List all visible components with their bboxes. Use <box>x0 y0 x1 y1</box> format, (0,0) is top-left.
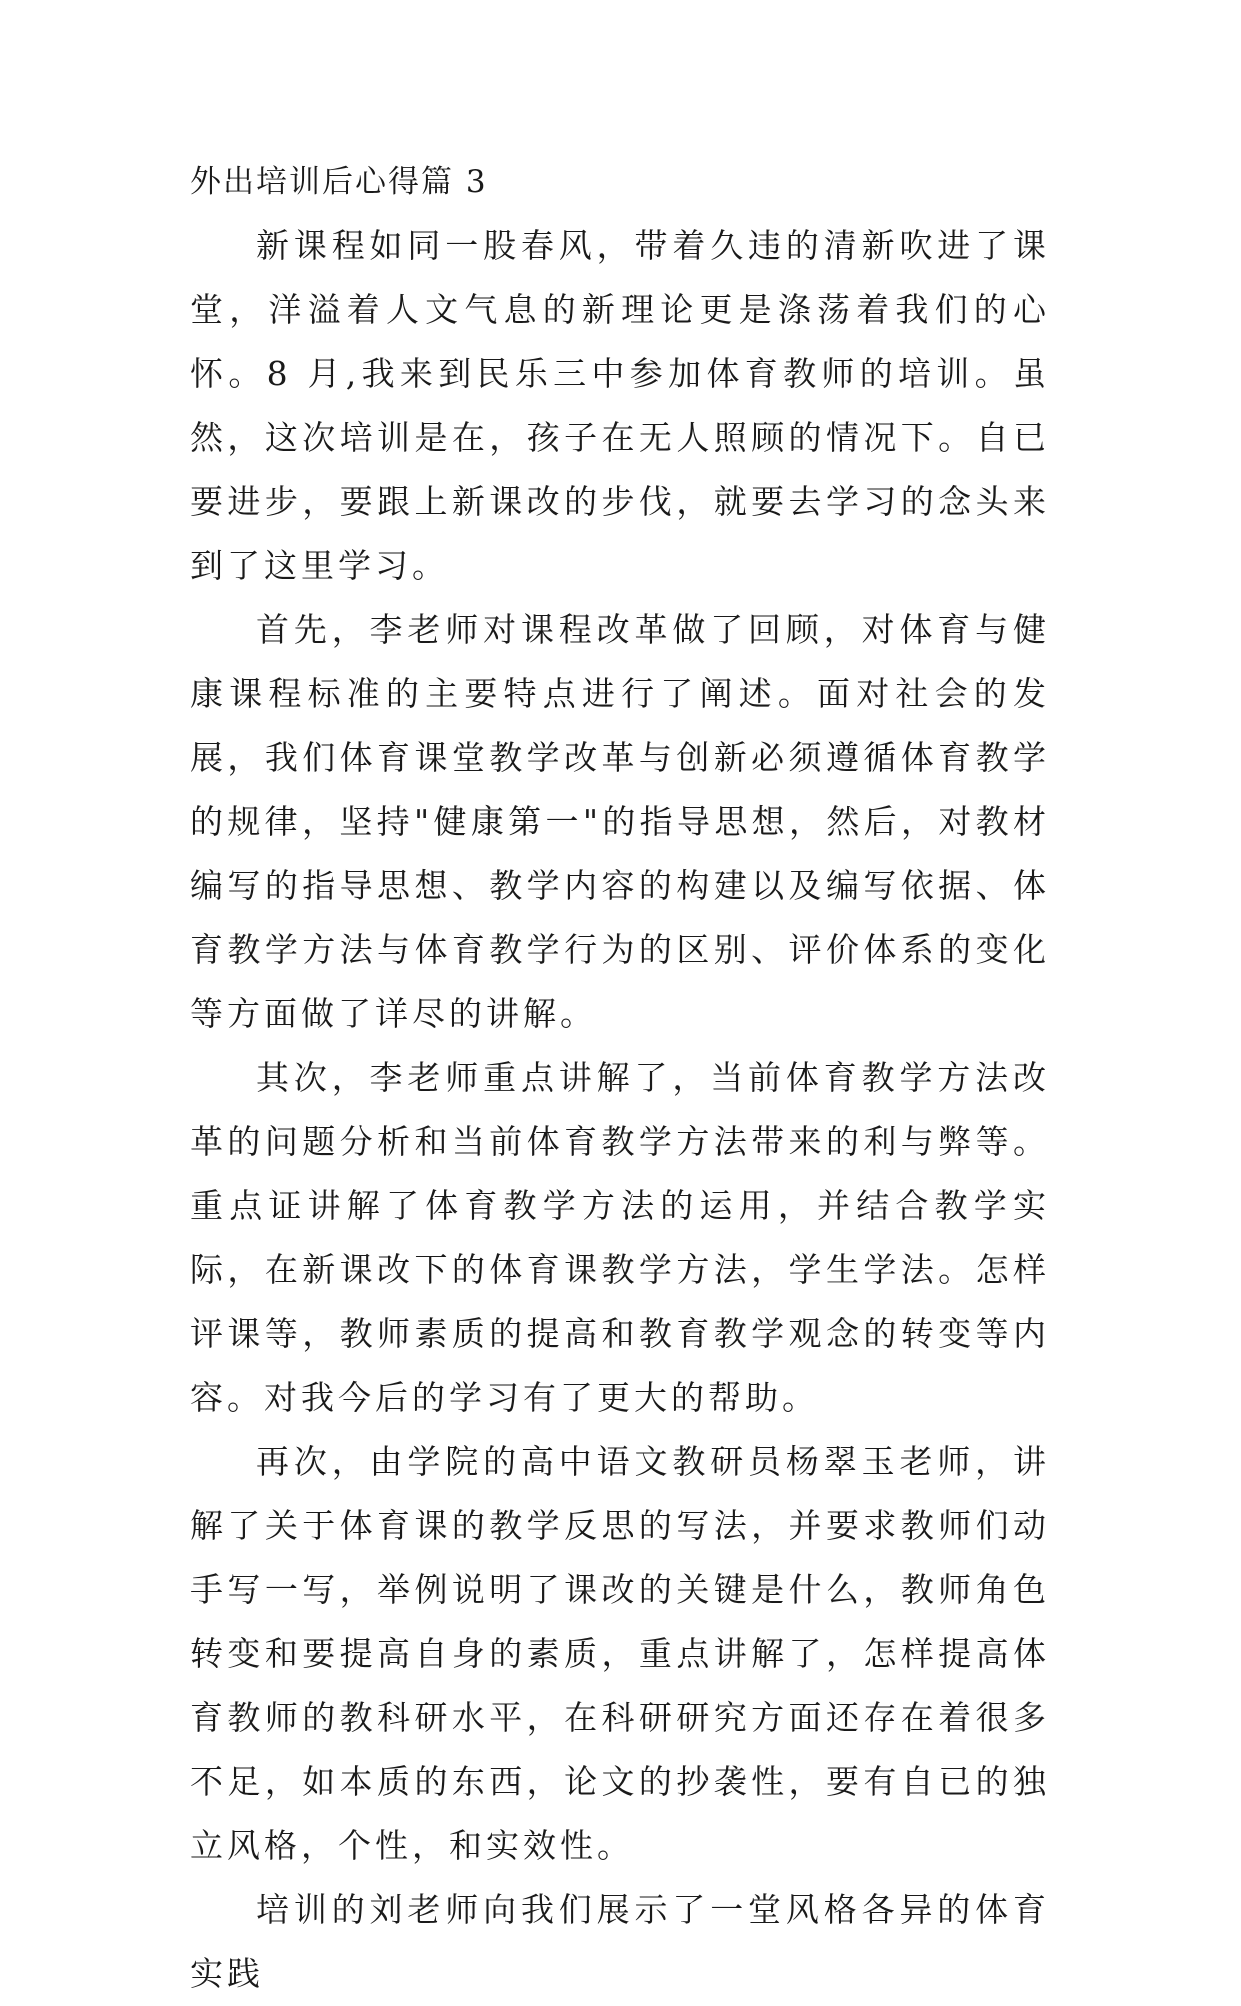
document-body <box>190 150 1050 2006</box>
paragraph-2: 首先，李老师对课程改革做了回顾，对体育与健康课程标准的主要特点进行了阐述。面对社会的发展，我们体育课堂教学改革与创新必须遵循体育教学的规律，坚持"健康第一"的指导思想，然后，对教材编写的指导思想、教学内容的构建以及编写依据、体育教学方法与体育教学行为的区别、评价体系的变化等方面做了详尽的讲解。 <box>190 610 1050 1033</box>
paragraph-4: 再次，由学院的高中语文教研员杨翠玉老师，讲解了关于体育课的教学反思的写法，并要求教师们动手写一写，举例说明了课改的关键是什么，教师角色转变和要提高自身的素质，重点讲解了，怎样提高体育教师的教科研水平，在科研研究方面还存在着很多不足，如本质的东西，论文的抄袭性，要有自已的独立风格，个性，和实效性。 <box>190 1442 1050 1865</box>
paragraph-5: 培训的刘老师向我们展示了一堂风格各异的体育实践 <box>190 1890 1050 1993</box>
paragraph-1: 新课程如同一股春风，带着久违的清新吹进了课堂，洋溢着人文气息的新理论更是涤荡着我们的心怀。8 月,我来到民乐三中参加体育教师的培训。虽然，这次培训是在，孩子在无人照顾的情况下。自已要进步，要跟上新课改的步伐，就要去学习的念头来到了这里学习。 <box>190 226 1050 585</box>
document-title: 外出培训后心得篇 3 <box>190 164 488 200</box>
paragraph-3: 其次，李老师重点讲解了，当前体育教学方法改革的问题分析和当前体育教学方法带来的利与弊等。重点证讲解了体育教学方法的运用，并结合教学实际，在新课改下的体育课教学方法，学生学法。怎样评课等，教师素质的提高和教育教学观念的转变等内容。对我今后的学习有了更大的帮助。 <box>190 1058 1050 1417</box>
